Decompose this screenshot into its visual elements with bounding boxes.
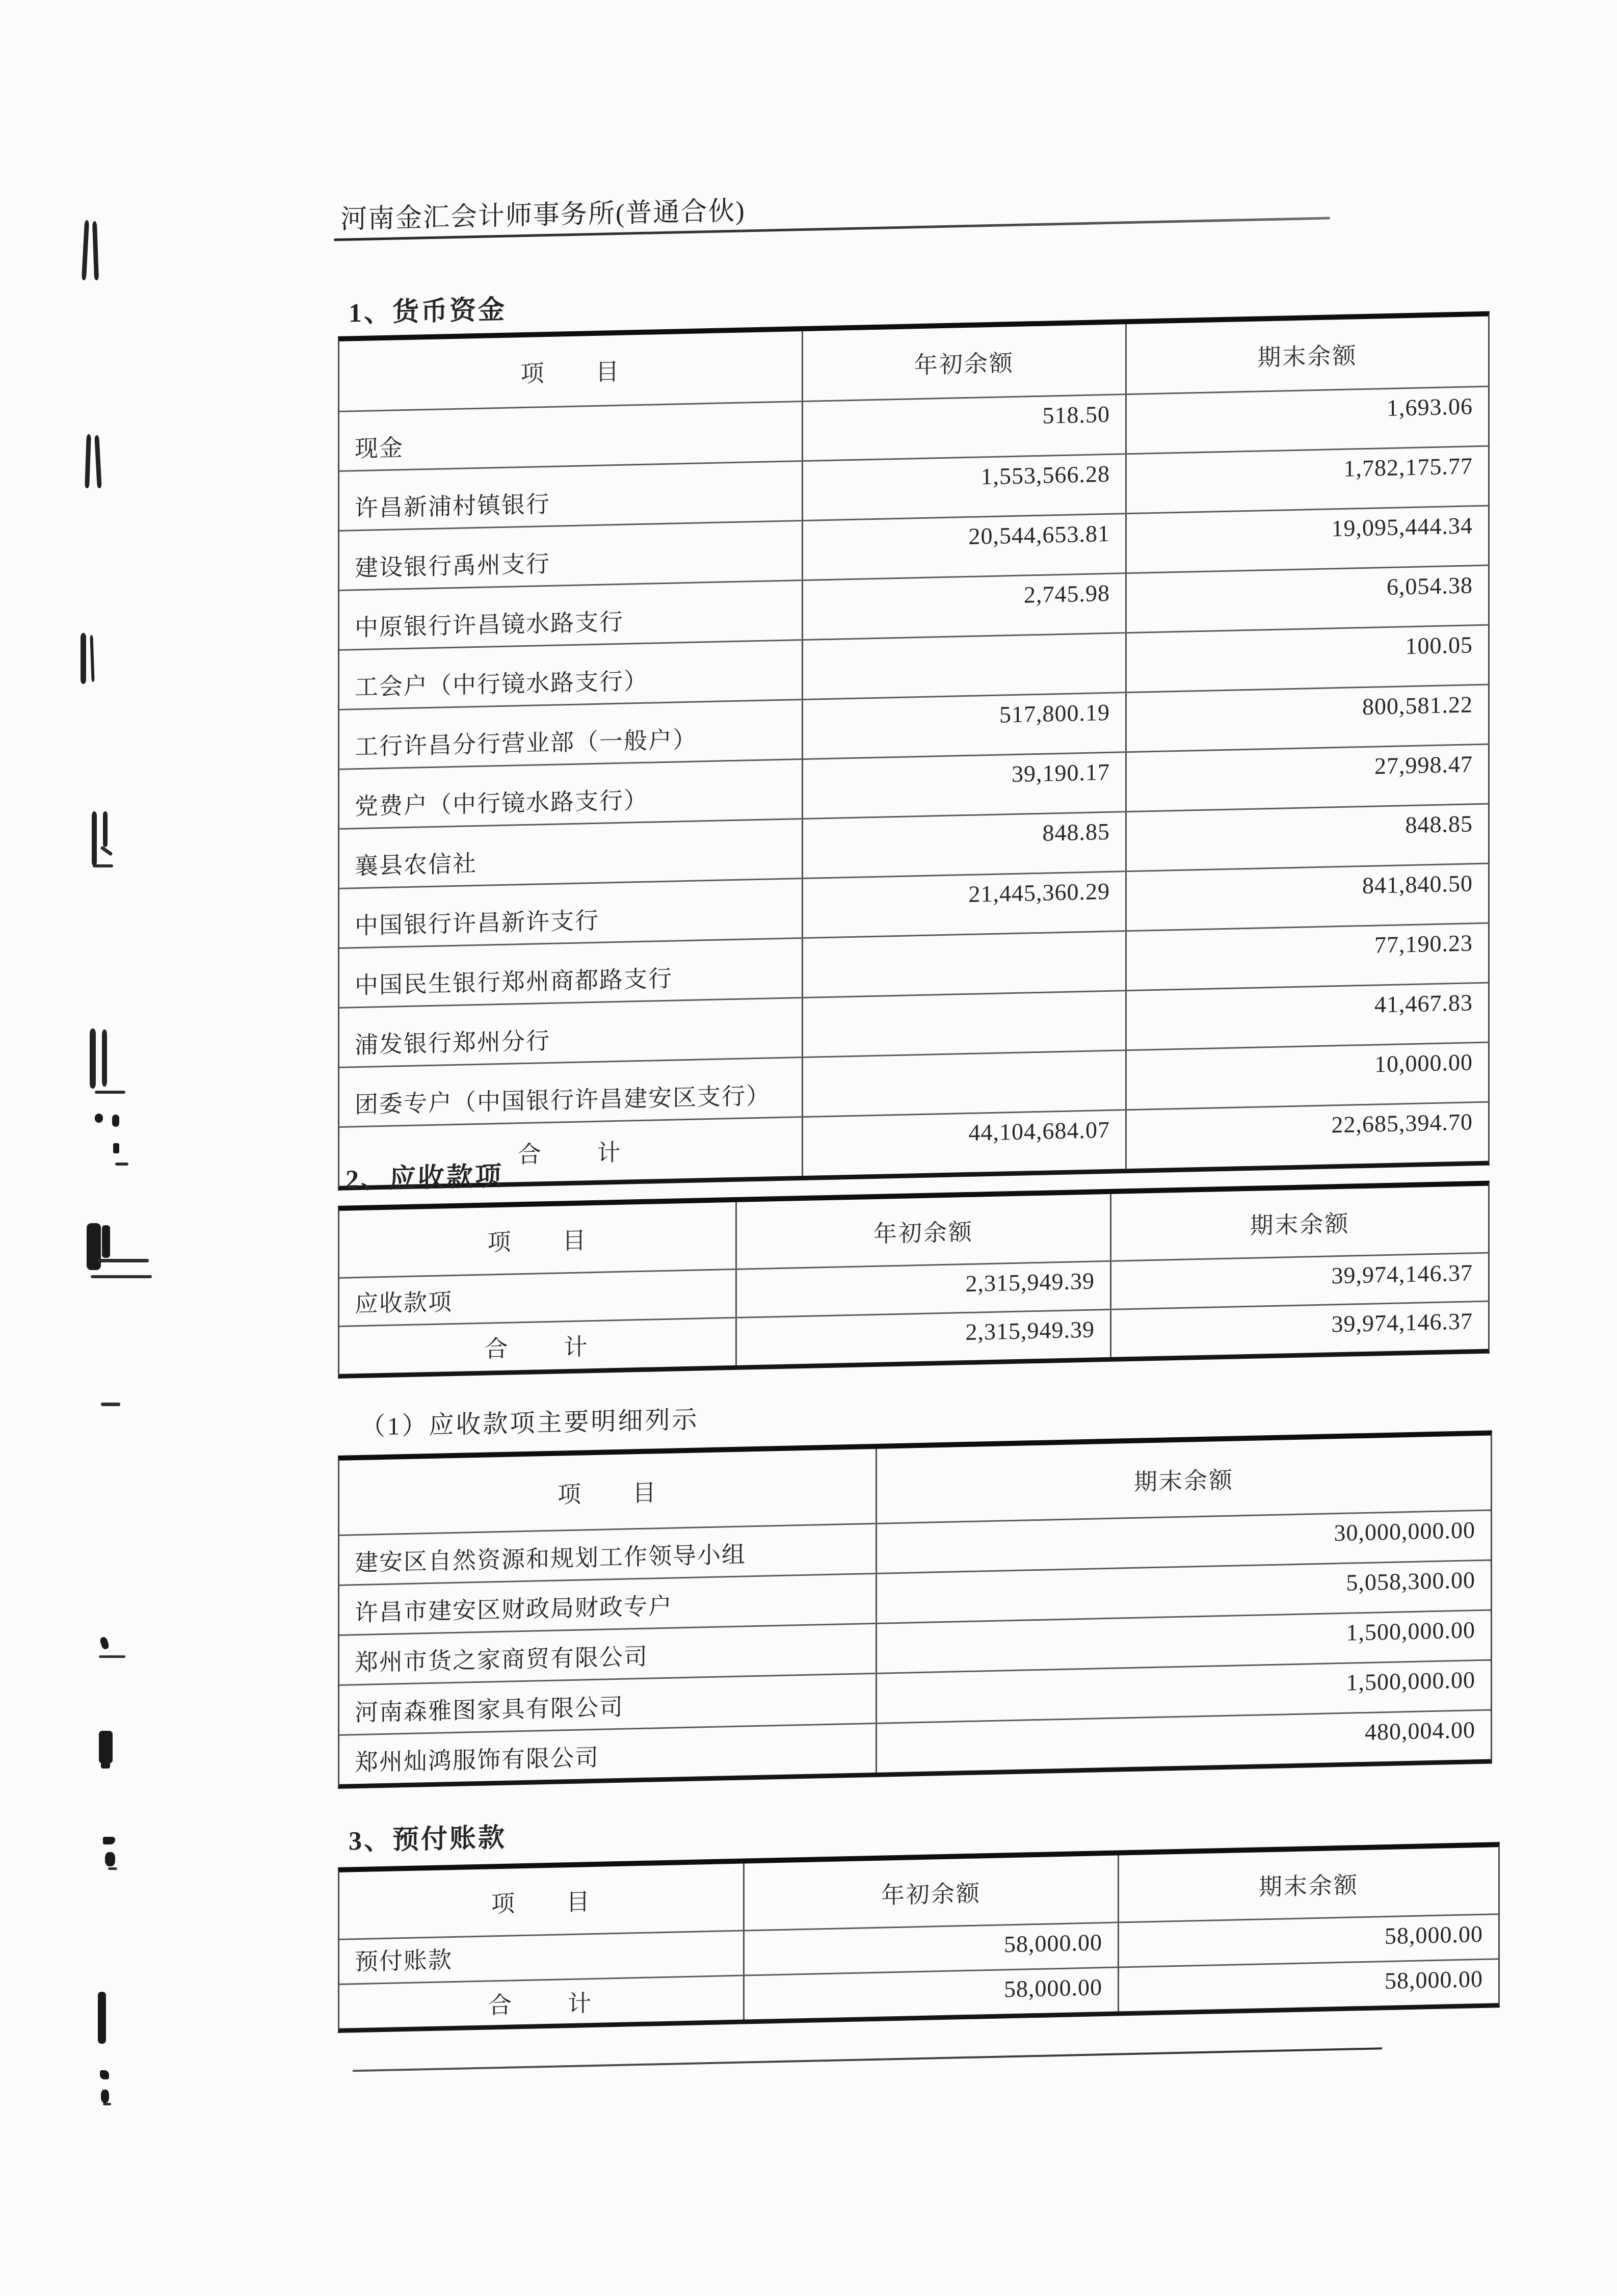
begin-balance-cell: 2,315,949.39 <box>737 1310 1111 1365</box>
subsection-title-receivables-detail: （1）应收款项主要明细列示 <box>360 1405 699 1441</box>
end-balance-cell: 10,000.00 <box>1374 1049 1473 1077</box>
end-balance-cell: 39,974,146.37 <box>1331 1259 1473 1289</box>
monetary-funds-table <box>338 311 1490 1191</box>
item-cell: 党费户（中行镜水路支行） <box>339 760 803 828</box>
column-header-begin-balance: 年初余额 <box>737 1194 1111 1269</box>
item-cell: 工行许昌分行营业部（一般户） <box>339 700 803 769</box>
end-balance-cell: 6,054.38 <box>1387 572 1473 600</box>
column-header-begin-balance: 年初余额 <box>803 324 1127 401</box>
begin-balance-cell: 39,190.17 <box>803 753 1127 818</box>
end-balance-cell: 58,000.00 <box>1385 1920 1483 1949</box>
column-header-item: 项 目 <box>339 331 803 411</box>
begin-balance-cell: 518.50 <box>803 395 1127 460</box>
begin-balance-cell: 2,315,949.39 <box>737 1262 1111 1317</box>
begin-balance-cell: 20,544,653.81 <box>803 514 1127 579</box>
end-balance-cell: 30,000,000.00 <box>1334 1517 1475 1546</box>
end-balance-cell: 41,467.83 <box>1374 989 1473 1018</box>
item-cell: 郑州灿鸿服饰有限公司 <box>339 1724 877 1784</box>
item-cell: 郑州市货之家商贸有限公司 <box>339 1624 877 1684</box>
column-header-item: 项 目 <box>339 1864 745 1939</box>
prepayments-table <box>338 1842 1500 2033</box>
end-balance-cell: 22,685,394.70 <box>1331 1109 1473 1138</box>
begin-balance-cell: 517,800.19 <box>803 693 1127 758</box>
column-header-item: 项 目 <box>339 1449 877 1535</box>
begin-balance-cell <box>803 634 1127 699</box>
end-balance-cell: 100.05 <box>1405 631 1473 659</box>
column-header-end-balance: 期末余额 <box>1257 342 1358 371</box>
begin-balance-cell: 58,000.00 <box>745 1923 1119 1974</box>
end-balance-cell: 39,974,146.37 <box>1331 1308 1473 1337</box>
item-cell: 中国银行许昌新许支行 <box>339 879 803 947</box>
end-balance-cell: 800,581.22 <box>1362 691 1473 720</box>
end-balance-cell: 841,840.50 <box>1362 870 1473 899</box>
item-cell: 中国民生银行郑州商都路支行 <box>339 939 803 1007</box>
begin-balance-cell: 21,445,360.29 <box>803 872 1127 937</box>
end-balance-cell: 58,000.00 <box>1385 1965 1483 1994</box>
section-title-receivables: 2、应收款项 <box>346 1162 504 1195</box>
item-cell: 现金 <box>339 402 803 470</box>
begin-balance-cell: 44,104,684.07 <box>803 1111 1127 1176</box>
begin-balance-cell: 58,000.00 <box>745 1968 1119 2019</box>
item-cell: 团委专户（中国银行许昌建安区支行） <box>339 1058 803 1126</box>
column-header-end-balance: 期末余额 <box>1259 1872 1359 1901</box>
begin-balance-cell: 2,745.98 <box>803 574 1127 639</box>
end-balance-cell: 848.85 <box>1405 810 1473 838</box>
begin-balance-cell: 848.85 <box>803 812 1127 878</box>
item-cell: 工会户（中行镜水路支行） <box>339 641 803 709</box>
footer-rule <box>353 2047 1382 2072</box>
begin-balance-cell <box>803 991 1127 1057</box>
item-cell: 预付账款 <box>339 1932 745 1984</box>
item-cell: 许昌新浦村镇银行 <box>339 462 803 530</box>
end-balance-cell: 1,693.06 <box>1387 393 1473 421</box>
begin-balance-cell <box>803 1051 1127 1116</box>
total-label-cell: 合 计 <box>339 1976 745 2028</box>
section-title-monetary-funds: 1、货币资金 <box>349 295 507 328</box>
end-balance-cell: 19,095,444.34 <box>1331 512 1473 542</box>
section-title-prepayments: 3、预付账款 <box>349 1823 507 1856</box>
end-balance-cell: 27,998.47 <box>1374 751 1473 779</box>
end-balance-cell: 77,190.23 <box>1374 930 1473 958</box>
end-balance-cell: 5,058,300.00 <box>1346 1567 1475 1596</box>
end-balance-cell: 1,500,000.00 <box>1346 1617 1475 1646</box>
begin-balance-cell: 1,553,566.28 <box>803 455 1127 520</box>
item-cell: 河南森雅图家具有限公司 <box>339 1674 877 1734</box>
item-cell: 襄县农信社 <box>339 820 803 888</box>
end-balance-cell: 1,782,175.77 <box>1343 453 1473 482</box>
total-label-cell: 合 计 <box>339 1318 737 1374</box>
begin-balance-cell <box>803 932 1127 997</box>
column-header-item: 项 目 <box>339 1202 737 1277</box>
firm-name: 河南金汇会计师事务所(普通合伙) <box>340 196 746 234</box>
item-cell: 中原银行许昌镜水路支行 <box>339 581 803 649</box>
column-header-end-balance: 期末余额 <box>1250 1210 1350 1239</box>
total-label-cell: 合 计 <box>339 1118 803 1186</box>
end-balance-cell: 480,004.00 <box>1365 1717 1475 1745</box>
item-cell: 建设银行禹州支行 <box>339 521 803 590</box>
item-cell: 建安区自然资源和规划工作领导小组 <box>339 1524 877 1585</box>
column-header-begin-balance: 年初余额 <box>745 1855 1119 1930</box>
column-header-end-balance: 期末余额 <box>1134 1467 1234 1495</box>
item-cell: 许昌市建安区财政局财政专户 <box>339 1574 877 1634</box>
receivables-detail-table <box>338 1431 1492 1789</box>
item-cell: 应收款项 <box>339 1270 737 1326</box>
end-balance-cell: 1,500,000.00 <box>1346 1667 1475 1696</box>
receivables-table <box>338 1181 1490 1379</box>
item-cell: 浦发银行郑州分行 <box>339 998 803 1067</box>
